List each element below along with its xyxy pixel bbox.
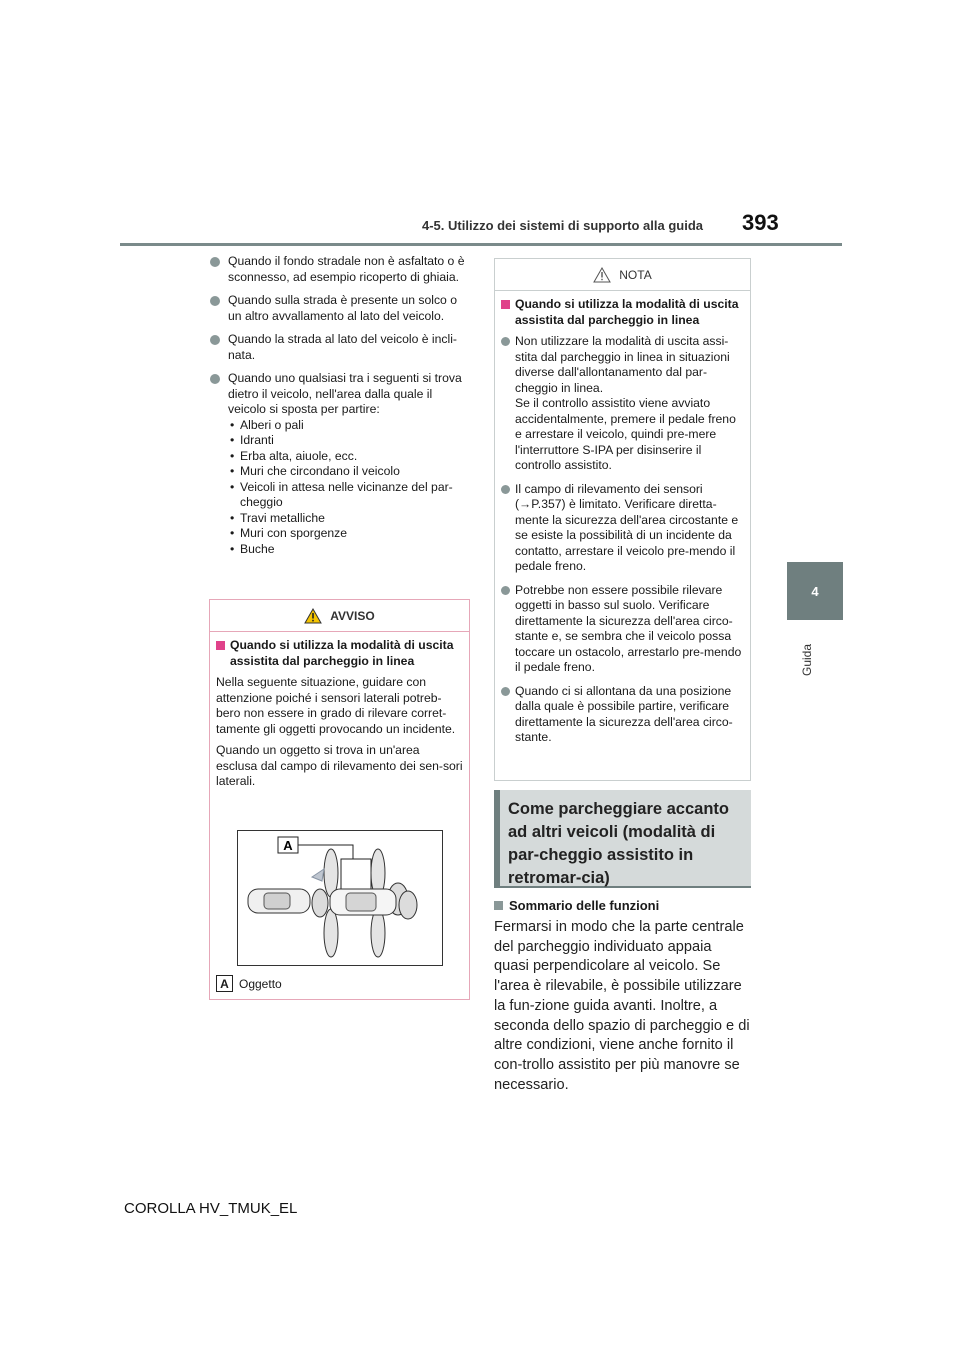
- bullet-icon: [501, 337, 510, 346]
- warning-box: [209, 599, 470, 1000]
- list-item: Quando sulla strada è presente un solco o un altro avvallamento al lato del veicolo.: [209, 293, 471, 324]
- note-item: Quando ci si allontana da una posizione dalla quale è possibile partire, verificare direttamente la sicurezza dell'area circo-stante.: [501, 684, 744, 746]
- sub-list-item: • Muri con sporgenze: [228, 526, 471, 542]
- warning-heading: Quando si utilizza la modalità di uscita assistita dal parcheggio in linea: [216, 638, 463, 669]
- warning-header: [210, 600, 469, 632]
- note-item: Potrebbe non essere possibile rilevare oggetti in basso sul suolo. Verificare direttamente la sicurezza dell'area circo-stante e, se sembra che il veicolo possa toccare un ostacolo, arrestarlo pre-mendo il pedale freno.: [501, 583, 744, 676]
- sub-list-item: • Travi metalliche: [228, 511, 471, 527]
- warning-title: AVVISO: [330, 608, 375, 623]
- sensor-diagram: [237, 830, 443, 966]
- sub-list-item: • Buche: [228, 542, 471, 558]
- sub-list-item: • Muri che circondano il veicolo: [228, 464, 471, 480]
- note-header: [495, 259, 750, 291]
- legend-label: A: [216, 975, 233, 992]
- sub-list-item: • Veicoli in attesa nelle vicinanze del par-cheggio: [228, 480, 471, 511]
- note-item: Il campo di rilevamento dei sensori (→P.357) è limitato. Verificare diretta-mente la sicurezza dell'area circostante e se esiste la possibilità di un incidente da contatto, arrestare il veicolo pre-mendo il pedale freno.: [501, 482, 744, 575]
- bullet-icon: [501, 687, 510, 696]
- note-item: Non utilizzare la modalità di uscita assi-stita dal parcheggio in linea in situazioni diverse dall'allontanamento dal par-cheggio in linea. Se il controllo assistito viene avviato accidentalmente, premere il pedale freno e arrestare il veicolo, quindi pre-mere l'interruttore S-IPA per disinserire il controllo assistito.: [501, 334, 744, 474]
- bullet-icon: [210, 296, 220, 306]
- bullet-icon: [210, 257, 220, 267]
- chapter-tab[interactable]: 4: [787, 562, 843, 620]
- list-item: Quando uno qualsiasi tra i seguenti si trova dietro il veicolo, nell'area dalla quale il veicolo si sposta per partire: • Alberi o pali • Idranti • Erba alta, aiuole, ecc. • Muri che circondano il veicolo • Veicoli in attesa nelle vicinanze del par-cheggio • Travi metalliche • Muri con sporgenze • Buche: [209, 371, 471, 557]
- bullet-icon: [501, 485, 510, 494]
- bullet-icon: [501, 586, 510, 595]
- warning-paragraph: Quando un oggetto si trova in un'area esclusa dal campo di rilevamento dei sen-sori laterali.: [216, 743, 463, 788]
- obstacle-list: [228, 418, 471, 558]
- diagram-legend: [216, 975, 282, 992]
- sub-list-item: • Idranti: [228, 433, 471, 449]
- legend-text: Oggetto: [239, 976, 282, 991]
- section-body: Fermarsi in modo che la parte centrale del parcheggio individuato appaia quasi perpendicolare al veicolo. Se l'area è rilevabile, è possibile utilizzare la fun-zione guida avanti. Inoltre, a seconda dello spazio di parcheggio e di altre condizioni, viene anche fornito il con-trollo assistito per più manovre se necessario.: [494, 919, 750, 1093]
- page-number: 393: [742, 210, 779, 235]
- bullet-icon: [210, 374, 220, 384]
- left-column: [209, 254, 471, 565]
- caution-triangle-icon: [593, 267, 611, 283]
- subsection-heading: Sommario delle funzioni: [494, 898, 659, 913]
- note-title: NOTA: [619, 267, 652, 282]
- parking-diagram-illustration: [238, 831, 442, 965]
- document-code: COROLLA HV_TMUK_EL: [124, 1200, 298, 1217]
- note-box: [494, 258, 751, 781]
- diagram-label: A: [283, 838, 293, 853]
- warning-triangle-icon: [304, 608, 322, 624]
- section-title: 4-5. Utilizzo dei sistemi di supporto alla guida: [422, 218, 703, 233]
- header-rule: [120, 243, 842, 246]
- sub-list-item: • Erba alta, aiuole, ecc.: [228, 449, 471, 465]
- note-heading: Quando si utilizza la modalità di uscita assistita dal parcheggio in linea: [501, 297, 744, 328]
- square-bullet-icon: [501, 300, 510, 309]
- square-bullet-icon: [494, 901, 503, 910]
- square-bullet-icon: [216, 641, 225, 650]
- list-item: Quando la strada al lato del veicolo è incli-nata.: [209, 332, 471, 363]
- warning-paragraph: Nella seguente situazione, guidare con attenzione poiché i sensori laterali potreb-bero non essere in grado di rilevare corret-tamente gli oggetti provocando un incidente.: [216, 675, 456, 736]
- chapter-label: Guida: [800, 643, 814, 677]
- bullet-icon: [210, 335, 220, 345]
- sub-list-item: • Alberi o pali: [228, 418, 471, 434]
- list-item: Quando il fondo stradale non è asfaltato o è sconnesso, ad esempio ricoperto di ghiaia.: [209, 254, 471, 285]
- section-heading: Come parcheggiare accanto ad altri veicoli (modalità di par-cheggio assistito in retromar-cia): [494, 790, 751, 888]
